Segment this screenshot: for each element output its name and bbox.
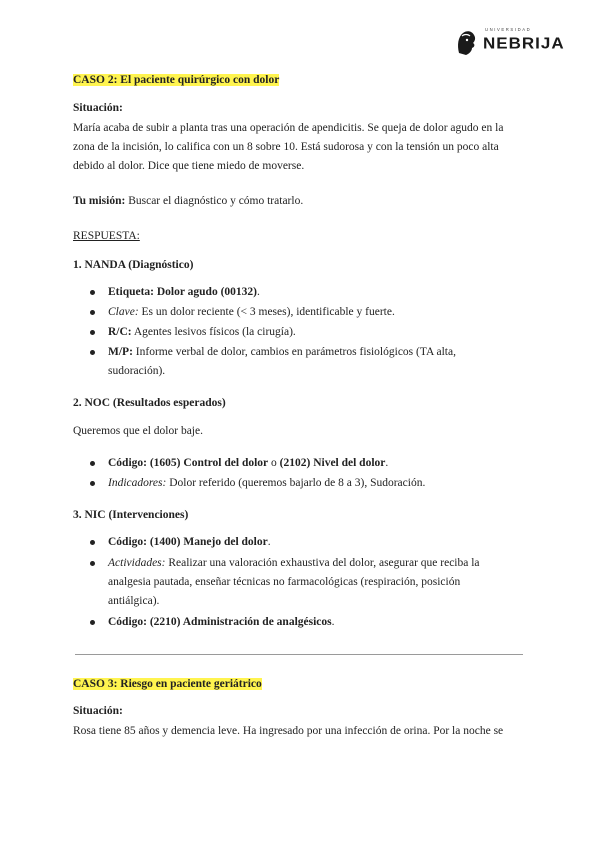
situation-line: debido al dolor. Dice que tiene miedo de moverse. [73, 160, 305, 172]
bullet-icon [90, 330, 95, 335]
situation-line: Rosa tiene 85 años y demencia leve. Ha ingresado por una infección de orina. Por la noche se [73, 725, 504, 737]
list-item-continuation: antiálgica). [108, 595, 160, 607]
situation-line: zona de la incisión, lo califica con un 8 sobre 10. Está sudorosa y con la tensión un poco alta [73, 141, 499, 153]
list-item: R/C: Agentes lesivos físicos (la cirugía). [108, 326, 296, 338]
university-logo [453, 24, 565, 58]
list-item: Etiqueta: Dolor agudo (00132). [108, 286, 260, 298]
list-item-continuation: analgesia pautada, enseñar técnicas no farmacológicas (respiración, posición [108, 576, 461, 588]
list-item-continuation: sudoración). [108, 365, 166, 377]
situation-label: Situación: [73, 705, 123, 717]
nanda-heading: 1. NANDA (Diagnóstico) [73, 259, 194, 271]
list-item: Código: (1400) Manejo del dolor. [108, 536, 271, 548]
logo-wordmark: NEBRIJA [483, 35, 565, 53]
situation-label: Situación: [73, 102, 123, 114]
bullet-icon [90, 310, 95, 315]
response-heading: RESPUESTA: [73, 230, 140, 242]
situation-line: María acaba de subir a planta tras una operación de apendicitis. Se queja de dolor agudo en la [73, 122, 504, 134]
list-item: Actividades: Realizar una valoración exhaustiva del dolor, asegurar que reciba la [108, 557, 480, 569]
noc-heading: 2. NOC (Resultados esperados) [73, 397, 226, 409]
list-item: Código: (2210) Administración de analgésicos. [108, 616, 335, 628]
nic-heading: 3. NIC (Intervenciones) [73, 509, 189, 521]
bullet-icon [90, 481, 95, 486]
list-item: Clave: Es un dolor reciente (< 3 meses), identificable y fuerte. [108, 306, 395, 318]
logo-caption: UNIVERSIDAD [485, 27, 532, 32]
list-item: Código: (1605) Control del dolor o (2102) Nivel del dolor. [108, 457, 389, 469]
list-item: Indicadores: Dolor referido (queremos bajarlo de 8 a 3), Sudoración. [108, 477, 426, 489]
bullet-icon [90, 561, 95, 566]
bullet-icon [90, 461, 95, 466]
case-3-title: CASO 3: Riesgo en paciente geriátrico [73, 678, 262, 690]
mission-line: Tu misión: Buscar el diagnóstico y cómo tratarlo. [73, 195, 304, 207]
section-divider [75, 654, 523, 655]
bullet-icon [90, 620, 95, 625]
logo-emblem-icon [453, 27, 479, 57]
bullet-icon [90, 350, 95, 355]
list-item: M/P: Informe verbal de dolor, cambios en parámetros fisiológicos (TA alta, [108, 346, 456, 358]
noc-intro: Queremos que el dolor baje. [73, 425, 203, 437]
case-2-title: CASO 2: El paciente quirúrgico con dolor [73, 74, 280, 86]
bullet-icon [90, 540, 95, 545]
bullet-icon [90, 290, 95, 295]
